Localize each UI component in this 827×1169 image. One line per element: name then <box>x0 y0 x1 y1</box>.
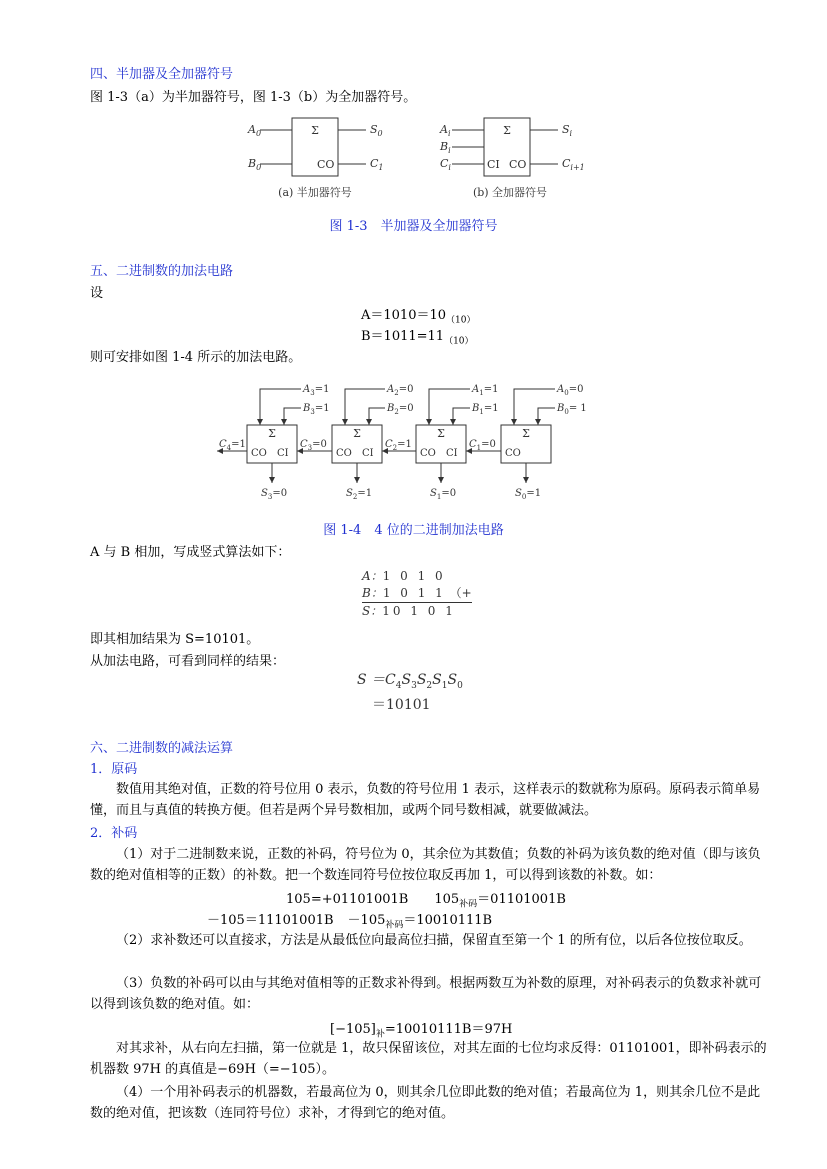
half-adder-caption: (a) 半加器符号 <box>278 186 352 199</box>
formula-term: $S_0$ <box>447 672 463 691</box>
adder-ci: CI <box>362 448 374 459</box>
half-adder-c: C <box>370 157 379 170</box>
figure-1-3-caption: 图 1-3 半加器及全加器符号 <box>329 219 498 234</box>
arrow-icon <box>511 419 517 425</box>
arrow-icon <box>366 419 372 425</box>
adder-co: CO <box>505 448 521 459</box>
half-adder-sigma: Σ <box>311 124 319 137</box>
formula-s: $S =C_4S_3S_2S_1S_0$ <box>357 672 463 691</box>
vertical-intro: A 与 B 相加，写成竖式算法如下： <box>90 545 291 560</box>
formula-term: $C_4$ <box>385 672 402 691</box>
formula-term: $S_2$ <box>416 672 433 691</box>
svg-text:B0: $B_0$ <box>248 157 262 172</box>
sum-label: $S_3=0$ <box>261 488 288 501</box>
paragraph-complement-2: （2）求补数还可以直接求，方法是从最低位向最高位扫描，保留直至第一个 1 的所有位，以后各位按位取反。 <box>116 933 752 948</box>
adder-sigma: Σ <box>268 427 276 440</box>
adder-sigma: Σ <box>437 427 445 440</box>
section-5-arrange: 则可安排如图 1-4 所示的加法电路。 <box>90 350 302 365</box>
paragraph-original-code: 数值用其绝对值，正数的符号位用 0 表示，负数的符号位用 1 表示，这样表示的数就称为原码。原码表示简单易懂，而且与真值的转换方便。但若是两个异号数相加，或两个同号数相减，就要做减法。 <box>90 782 761 818</box>
arrow-icon <box>438 477 444 483</box>
carry-label: $C_4=1$ <box>219 439 246 452</box>
half-adder-co: CO <box>317 158 335 171</box>
svg-text:Ci+1: $C_{i+1}$ <box>562 157 585 172</box>
carry-label: $C_1=0$ <box>469 439 496 452</box>
full-adder-ci: CI <box>487 158 500 171</box>
input-a-wire <box>429 389 470 425</box>
arrow-icon <box>257 419 263 425</box>
svg-text:Bi: $B_i$ <box>440 140 451 155</box>
full-adder-s: S <box>562 123 570 136</box>
paragraph-complement-1: （1）对于二进制数来说，正数的补码，符号位为 0，其余位为其数值；负数的补码为该负数的绝对值（即与该负数的绝对值相等的正数）的补数。把一个数连同符号位按位取反再加 1，可以得到该数的补数。如： <box>90 847 761 883</box>
adder-co: CO <box>251 448 267 459</box>
input-a-label: $A_3=1$ <box>303 384 330 397</box>
adder-sigma: Σ <box>353 427 361 440</box>
arrow-icon <box>269 477 275 483</box>
full-adder-co: CO <box>509 158 527 171</box>
example-2: $-105=11101001B -105_{补码}=10010111B$ <box>207 913 493 931</box>
full-adder-b: B <box>440 140 449 153</box>
equation-b: $B=1011=11_{(10)}$ <box>361 329 474 347</box>
figure-1-3 <box>240 112 600 204</box>
arrow-icon <box>342 419 348 425</box>
adder-co: CO <box>420 448 436 459</box>
input-a-label: $A_1=1$ <box>472 384 499 397</box>
full-adder-c: C <box>440 157 449 170</box>
paragraph-complement-3: （3）负数的补码可以由与其绝对值相等的正数求补得到。根据两数互为补数的原理，对补码表示的负数求补就可以得到该负数的绝对值。如： <box>90 976 762 1012</box>
arrow-icon <box>523 477 529 483</box>
full-adder-cout: C <box>562 157 571 170</box>
input-a-wire <box>260 389 301 425</box>
svg-text:Ci: $C_i$ <box>440 157 451 172</box>
arrow-icon <box>426 419 432 425</box>
arrow-icon <box>281 419 287 425</box>
section-6-title: 六、二进制数的减法运算 <box>90 741 234 756</box>
svg-text:Si: $S_i$ <box>562 123 573 138</box>
sum-label: $S_0=1$ <box>515 488 542 501</box>
adder-co: CO <box>336 448 352 459</box>
half-adder-s: S <box>370 123 378 136</box>
input-b-label: $B_0= 1$ <box>557 403 587 416</box>
subsection-2-title: 2．补码 <box>90 826 138 841</box>
input-b-wire <box>453 408 470 425</box>
arrow-icon <box>354 477 360 483</box>
formula-value: ＝10101 <box>372 697 431 713</box>
svg-text:C1: $C_1$ <box>370 157 384 172</box>
half-adder-a: A <box>248 123 256 136</box>
input-b-label: $B_2=0$ <box>387 403 414 416</box>
formula-term: $S_3$ <box>401 672 417 691</box>
example-3: $[-105]_补=10010111B=97H$ <box>330 1022 513 1040</box>
arrow-icon <box>535 419 541 425</box>
paragraph-complement-4: （4）一个用补码表示的机器数，若最高位为 0，则其余几位即此数的绝对值；若最高位为 1，则其余几位不是此数的绝对值，把该数（连同符号位）求补，才得到它的绝对值。 <box>90 1085 761 1121</box>
figure-1-4-caption: 图 1-4 4 位的二进制加法电路 <box>323 523 504 538</box>
full-adder-caption: (b) 全加器符号 <box>472 186 548 199</box>
input-b-label: $B_1=1$ <box>472 403 499 416</box>
result-text: 即其相加结果为 S=10101。 <box>90 632 260 647</box>
input-b-wire <box>538 408 555 425</box>
input-b-wire <box>284 408 301 425</box>
input-a-wire <box>514 389 555 425</box>
section-5-set: 设 <box>90 286 104 301</box>
sum-label: $S_2=1$ <box>346 488 373 501</box>
example-1: 105=+01101001B $105_{补码}=01101001B$ <box>286 892 566 910</box>
adder-ci: CI <box>446 448 458 459</box>
sum-label: $S_1=0$ <box>430 488 457 501</box>
input-b-label: $B_3=1$ <box>303 403 330 416</box>
section-5-title: 五、二进制数的加法电路 <box>90 264 234 279</box>
adder-ci: CI <box>277 448 289 459</box>
paragraph-complement-scan: 对其求补，从右向左扫描，第一位就是 1，故只保留该位，对其左面的七位均求反得：01101001，即补码表示的机器数 97H 的真值是−69H（=−105）。 <box>90 1041 767 1077</box>
input-a-label: $A_2=0$ <box>387 384 414 397</box>
input-a-label: $A_0=0$ <box>557 384 584 397</box>
svg-text:Ai: $A_i$ <box>440 123 451 138</box>
half-adder-symbol <box>247 118 384 199</box>
subsection-1-title: 1．原码 <box>90 762 138 777</box>
carry-label: $C_3=0$ <box>300 439 327 452</box>
vertical-addition: A：1 0 1 0 B：1 0 1 1 （+ S：10 1 0 1 <box>362 569 472 618</box>
full-adder-sigma: Σ <box>503 124 511 137</box>
from-circuit-text: 从加法电路，可看到同样的结果： <box>90 654 286 669</box>
input-a-wire <box>345 389 385 425</box>
adder-sigma: Σ <box>522 427 530 440</box>
arrow-icon <box>450 419 456 425</box>
section-4-desc: 图 1-3（a）为半加器符号，图 1-3（b）为全加器符号。 <box>90 90 417 105</box>
half-adder-b: B <box>248 157 257 170</box>
carry-label: $C_2=1$ <box>385 439 412 452</box>
section-4-title: 四、半加器及全加器符号 <box>90 67 234 82</box>
full-adder-a: A <box>440 123 448 136</box>
formula-term: $S_1$ <box>432 672 448 691</box>
svg-text:A0: $A_0$ <box>248 123 262 138</box>
full-adder-symbol <box>439 118 585 199</box>
equation-a: $A=1010=10_{(10)}$ <box>361 308 476 326</box>
input-b-wire <box>369 408 385 425</box>
figure-1-4-circuit <box>215 380 615 505</box>
svg-text:S0: $S_0$ <box>370 123 383 138</box>
